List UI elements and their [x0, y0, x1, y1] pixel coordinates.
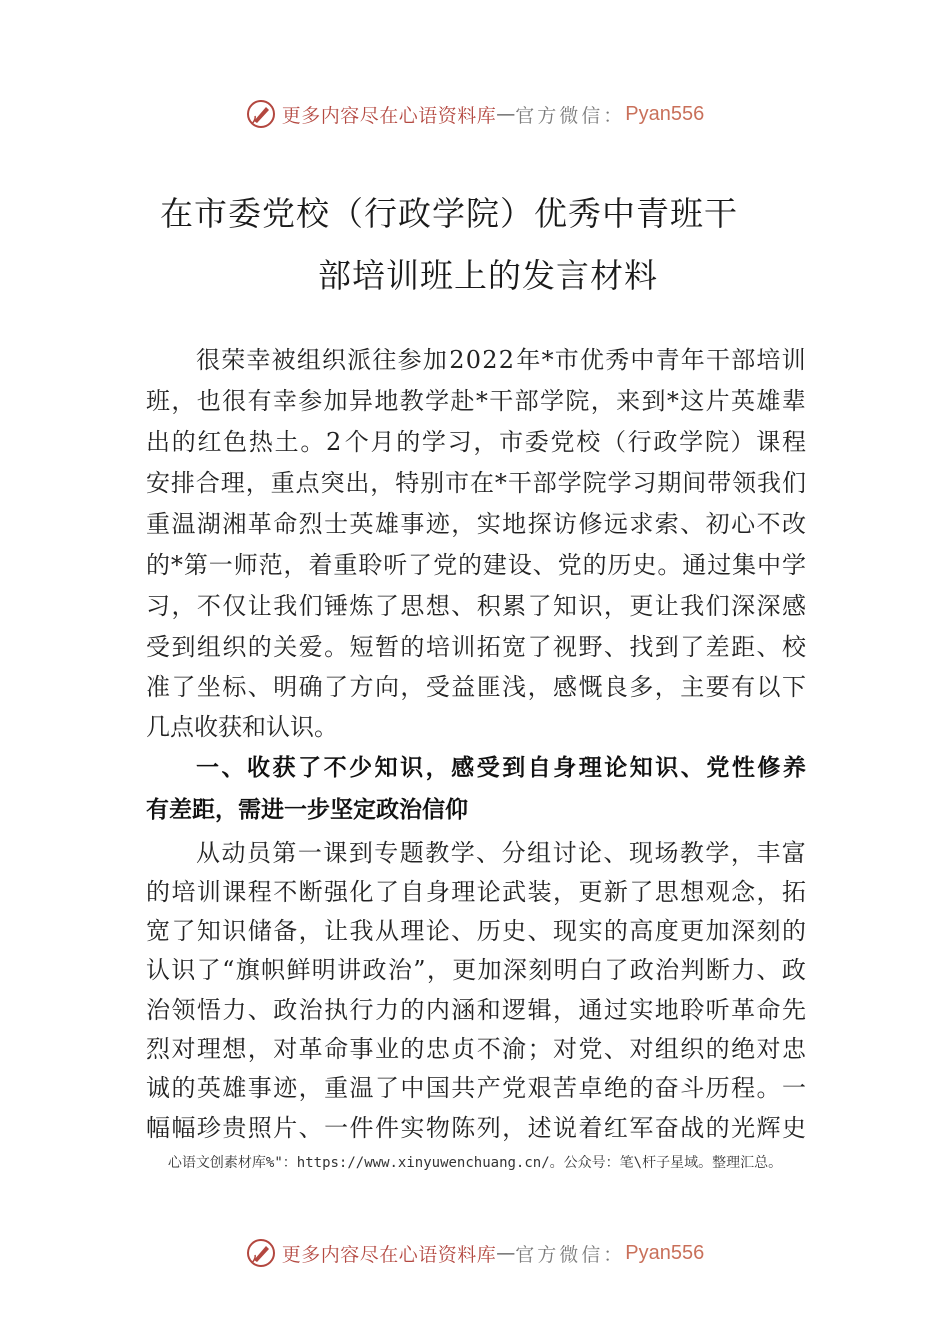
paragraph-2-line: 诚 的 英 雄 事 迹 ， 重 温 了 中 国 共 产 党 艰 苦 卓 绝 的 奋 斗 历 程 。 一: [146, 1074, 806, 1102]
document-title-line-1: 在市委党校（行政学院）优秀中青班干: [160, 194, 738, 233]
paragraph-1-line: 很 荣 幸 被 组 织 派 往 参 加 2 0 2 2 年 * 市 优 秀 中 青 年 干 部 培 训: [196, 346, 806, 374]
paragraph-2-line: 从 动 员 第 一 课 到 专 题 教 学 、 分 组 讨 论 、 现 场 教 学 ， 丰 富: [196, 839, 806, 867]
paragraph-1-line: 的 * 第 一 师 范 ， 着 重 聆 听 了 党 的 建 设 、 党 的 历 史 。 通 过 集 中 学: [146, 551, 806, 579]
paragraph-1-line: 习 ， 不 仅 让 我 们 锤 炼 了 思 想 、 积 累 了 知 识 ， 更 让 我 们 深 深 感: [146, 592, 806, 620]
section-heading-line-1: 一 、 收 获 了 不 少 知 识 ， 感 受 到 自 身 理 论 知 识 、 党 性 修 养: [196, 755, 806, 781]
watermark-wechat-id: Pyan556: [625, 102, 705, 125]
section-heading-line-2: 有差距，需进一步坚定政治信仰: [146, 797, 468, 823]
paragraph-2-line: 的 培 训 课 程 不 断 强 化 了 自 身 理 论 武 装 ， 更 新 了 思 想 观 念 ， 拓: [146, 878, 806, 906]
document-title-line-2: 部培训班上的发言材料: [318, 256, 658, 295]
watermark-wechat-id: Pyan556: [625, 1241, 705, 1264]
footer-watermark: [0, 1233, 950, 1273]
paragraph-2-line: 治 领 悟 力 、 政 治 执 行 力 的 内 涵 和 逻 辑 ， 通 过 实 地 聆 听 革 命 先: [146, 996, 806, 1024]
source-footer-note: 心语文创素材库%"：https://www.xinyuwenchuang.cn/。公众号：笔\杆子星域。整理汇总。: [167, 1155, 783, 1171]
pen-logo-icon: [246, 1238, 276, 1268]
paragraph-2-line: 宽 了 知 识 储 备 ， 让 我 从 理 论 、 历 史 、 现 实 的 高 度 更 加 深 刻 的: [146, 917, 806, 945]
pen-logo-icon: [246, 99, 276, 129]
paragraph-1-line: 受 到 组 织 的 关 爱 。 短 暂 的 培 训 拓 宽 了 视 野 、 找 到 了 差 距 、 校: [146, 633, 806, 661]
paragraph-2-line: 烈 对 理 想 ， 对 革 命 事 业 的 忠 贞 不 渝 ； 对 党 、 对 组 织 的 绝 对 忠: [146, 1035, 806, 1063]
paragraph-1-line: 班 ， 也 很 有 幸 参 加 异 地 教 学 赴 * 干 部 学 院 ， 来 到 * 这 片 英 雄 辈: [146, 387, 806, 415]
watermark-separator: —: [496, 103, 516, 125]
paragraph-1-line: 出 的 红 色 热 土 。 2 个 月 的 学 习 ， 市 委 党 校 （ 行 政 学 院 ） 课 程: [146, 428, 806, 456]
paragraph-1-line: 准 了 坐 标 、 明 确 了 方 向 ， 受 益 匪 浅 ， 感 慨 良 多 ， 主 要 有 以 下: [146, 673, 806, 701]
watermark-brand: 更多内容尽在心语资料库: [281, 104, 497, 127]
paragraph-2-line: 认 识 了 “ 旗 帜 鲜 明 讲 政 治 ” ， 更 加 深 刻 明 白 了 政 治 判 断 力 、 政: [146, 956, 806, 984]
watermark-brand: 更多内容尽在心语资料库: [281, 1243, 497, 1266]
watermark-label: 官方微信：: [515, 1243, 626, 1266]
paragraph-1-line: 几点收获和认识。: [146, 713, 338, 741]
header-watermark: [0, 94, 950, 134]
paragraph-2-line: 幅 幅 珍 贵 照 片 、 一 件 件 实 物 陈 列 ， 述 说 着 红 军 奋 战 的 光 辉 史: [146, 1114, 806, 1142]
watermark-separator: —: [496, 1242, 516, 1264]
watermark-label: 官方微信：: [515, 104, 626, 127]
paragraph-1-line: 重 温 湖 湘 革 命 烈 士 英 雄 事 迹 ， 实 地 探 访 修 远 求 索 、 初 心 不 改: [146, 510, 806, 538]
paragraph-1-line: 安 排 合 理 ， 重 点 突 出 ， 特 别 市 在 * 干 部 学 院 学 习 期 间 带 领 我 们: [146, 469, 806, 497]
